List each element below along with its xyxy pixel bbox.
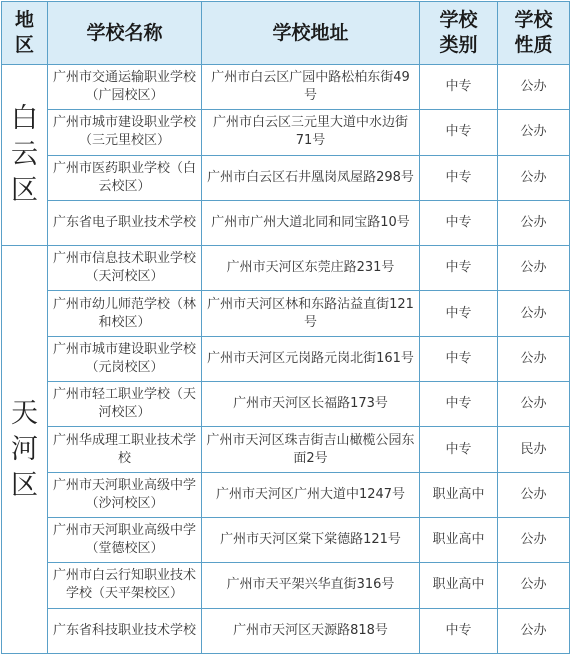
school-nature-cell: 公办: [498, 472, 570, 517]
region-char: 河: [11, 433, 38, 465]
header-address: 学校地址: [202, 2, 420, 65]
school-type-cell: 中专: [420, 427, 498, 472]
school-address-cell: 广州市天河区天源路818号: [202, 608, 420, 653]
header-name: 学校名称: [48, 2, 202, 65]
school-name-cell: 广东省电子职业技术学校: [48, 200, 202, 245]
table-row: [2, 336, 570, 381]
header-type-line-2: 类别: [439, 34, 478, 56]
school-address-cell: 广州市白云区三元里大道中水边街71号: [202, 110, 420, 155]
school-name-cell: 广州市轻工职业学校（天河校区）: [48, 382, 202, 427]
region-char: 白: [11, 103, 38, 135]
school-name-cell: 广州市城市建设职业学校（三元里校区）: [48, 110, 202, 155]
school-address-cell: 广州市天平架兴华直街316号: [202, 563, 420, 608]
school-address-cell: 广州市天河区东莞庄路231号: [202, 246, 420, 291]
school-nature-cell: 公办: [498, 608, 570, 653]
school-type-cell: 中专: [420, 246, 498, 291]
school-nature-cell: 公办: [498, 65, 570, 110]
school-table: [1, 1, 570, 654]
school-name-cell: 广州市天河职业高级中学（沙河校区）: [48, 472, 202, 517]
header-region-line-1: 地: [14, 9, 34, 31]
school-type-cell: 中专: [420, 200, 498, 245]
school-nature-cell: 公办: [498, 563, 570, 608]
school-name-cell: 广州市天河职业高级中学（堂德校区）: [48, 517, 202, 562]
table-row: [2, 608, 570, 653]
school-name-cell: 广州华成理工职业技术学校: [48, 427, 202, 472]
school-address-cell: 广州市广州大道北同和同宝路10号: [202, 200, 420, 245]
school-name-cell: 广东省科技职业技术学校: [48, 608, 202, 653]
school-type-cell: 中专: [420, 65, 498, 110]
table-row: [2, 291, 570, 336]
table-row: [2, 472, 570, 517]
school-address-cell: 广州市天河区元岗路元岗北街161号: [202, 336, 420, 381]
table-row: [2, 200, 570, 245]
header-nature-line-2: 性质: [514, 34, 553, 56]
region-cell: [2, 65, 48, 246]
school-address-cell: 广州市天河区林和东路沾益直街121号: [202, 291, 420, 336]
school-address-cell: 广州市白云区广园中路松柏东街49号: [202, 65, 420, 110]
region-cell: [2, 246, 48, 654]
school-name-cell: 广州市幼儿师范学校（林和校区）: [48, 291, 202, 336]
school-name-cell: 广州市城市建设职业学校（元岗校区）: [48, 336, 202, 381]
region-char: 区: [11, 175, 38, 207]
school-address-cell: 广州市天河区广州大道中1247号: [202, 472, 420, 517]
school-type-cell: 中专: [420, 608, 498, 653]
table-row: [2, 427, 570, 472]
region-char: 区: [11, 469, 38, 501]
region-char: 天: [11, 397, 38, 429]
region-char: 云: [11, 139, 38, 171]
school-name-cell: 广州市交通运输职业学校（广园校区）: [48, 65, 202, 110]
school-name-cell: 广州市医药职业学校（白云校区）: [48, 155, 202, 200]
school-type-cell: 职业高中: [420, 472, 498, 517]
school-nature-cell: 民办: [498, 427, 570, 472]
school-type-cell: 中专: [420, 336, 498, 381]
table-row: [2, 517, 570, 562]
school-address-cell: 广州市天河区棠下棠德路121号: [202, 517, 420, 562]
school-type-cell: 中专: [420, 291, 498, 336]
school-nature-cell: 公办: [498, 336, 570, 381]
school-nature-cell: 公办: [498, 246, 570, 291]
header-type-line-1: 学校: [439, 9, 478, 31]
table-row: [2, 563, 570, 608]
school-type-cell: 中专: [420, 382, 498, 427]
school-nature-cell: 公办: [498, 291, 570, 336]
school-name-cell: 广州市信息技术职业学校（天河校区）: [48, 246, 202, 291]
school-nature-cell: 公办: [498, 517, 570, 562]
school-address-cell: 广州市天河区珠吉街吉山橄榄公园东面2号: [202, 427, 420, 472]
header-region-line-2: 区: [14, 34, 34, 56]
school-nature-cell: 公办: [498, 382, 570, 427]
table-body: [2, 65, 570, 654]
header-type: [420, 2, 498, 65]
school-address-cell: 广州市白云区石井凰岗凤屋路298号: [202, 155, 420, 200]
table-row: [2, 155, 570, 200]
school-nature-cell: 公办: [498, 110, 570, 155]
table-header: [2, 2, 570, 65]
header-row: [2, 2, 570, 65]
school-type-cell: 职业高中: [420, 563, 498, 608]
school-type-cell: 中专: [420, 155, 498, 200]
school-type-cell: 职业高中: [420, 517, 498, 562]
table-row: [2, 110, 570, 155]
school-type-cell: 中专: [420, 110, 498, 155]
school-address-cell: 广州市天河区长福路173号: [202, 382, 420, 427]
school-name-cell: 广州市白云行知职业技术学校（天平架校区）: [48, 563, 202, 608]
table-row: [2, 65, 570, 110]
school-nature-cell: 公办: [498, 200, 570, 245]
school-nature-cell: 公办: [498, 155, 570, 200]
table-row: [2, 382, 570, 427]
header-nature: [498, 2, 570, 65]
header-nature-line-1: 学校: [514, 9, 553, 31]
table-row: [2, 246, 570, 291]
header-region: [2, 2, 48, 65]
